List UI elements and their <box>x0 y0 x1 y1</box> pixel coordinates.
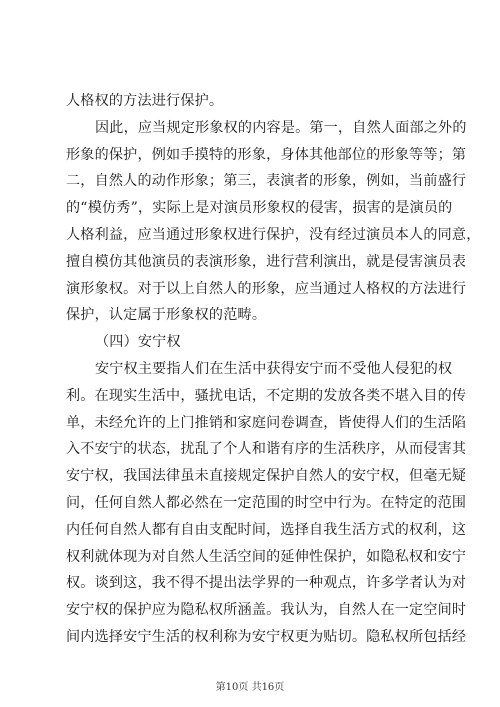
text-line: 入不安宁的状态，扰乱了个人和谐有序的生活秩序，从而侵害其 <box>66 441 467 458</box>
text-line: 间内选择安宁生活的权利称为安宁权更为贴切。隐私权所包括经 <box>66 628 467 645</box>
text-line: 单，未经允许的上门推销和家庭问卷调查，皆使得人们的生活陷 <box>66 414 467 431</box>
text-line: 安宁权主要指人们在生活中获得安宁而不受他人侵犯的权 <box>95 360 453 377</box>
text-line: 安宁权的保护应为隐私权所涵盖。我认为，自然人在一定空间时 <box>66 602 467 619</box>
text-line: 保护，认定属于形象权的范畴。 <box>66 307 267 324</box>
page-number: 第10页 共16页 <box>215 682 285 693</box>
text-line: 人格利益，应当通过形象权进行保护，没有经过演员本人的同意， <box>66 226 481 243</box>
text-line: 利。在现实生活中，骚扰电话，不定期的发放各类不堪入目的传 <box>66 387 467 404</box>
text-line: 形象的保护，例如手摸特的形象，身体其他部位的形象等等；第 <box>66 146 467 163</box>
text-line: 的“模仿秀”，实际上是对演员形象权的侵害，损害的是演员的 <box>66 200 453 217</box>
text-line: 二，自然人的动作形象；第三，表演者的形象，例如，当前盛行 <box>66 173 467 190</box>
text-line: 因此，应当规定形象权的内容是。第一，自然人面部之外的 <box>95 119 467 136</box>
text-line: 人格权的方法进行保护。 <box>66 93 224 109</box>
text-line: 权。谈到这，我不得不提出法学界的一种观点，许多学者认为对 <box>66 575 467 592</box>
text-line: 权利就体现为对自然人生活空间的延伸性保护，如隐私权和安宁 <box>66 548 467 565</box>
body-text <box>66 88 481 651</box>
text-line: 内任何自然人都有自由支配时间，选择自我生活方式的权利，这 <box>66 521 467 538</box>
text-line: 擅自模仿其他演员的表演形象，进行营利演出，就是侵害演员表 <box>66 253 467 270</box>
text-line: 问，任何自然人都必然在一定范围的时空中行为。在特定的范围 <box>66 494 467 511</box>
section-heading: （四）安宁权 <box>95 334 181 351</box>
text-line: 演形象权。对于以上自然人的形象，应当通过人格权的方法进行 <box>66 280 467 297</box>
text-line: 安宁权，我国法律虽未直接规定保护自然人的安宁权，但毫无疑 <box>66 468 467 485</box>
